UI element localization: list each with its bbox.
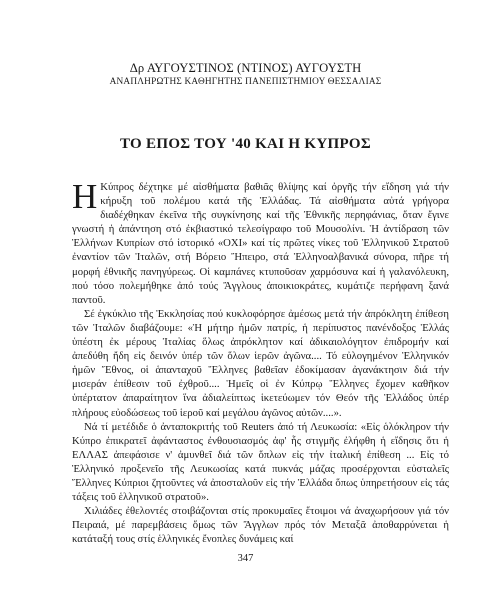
paragraph — [72, 177, 449, 307]
drop-cap: Η — [72, 177, 98, 216]
paragraph: Σέ ἐγκύκλιο τῆς Ἐκκλησίας πού κυκλοφόρησε ἀμέσως μετά τήν ἀπρόκλητη ἐπίθεση τῶν Ἰταλῶν διαβάζουμε: «Ἡ μήτηρ ἡμῶν πατρίς, ἡ περίπυστος πανένδοξος Ἑλλάς ὑπέστη ἐκ μέρους Ἰταλίας ὅλως ἀπρόκλητον καί ἀδικαιολόγητον ἐπιδρομήν καί ἀπεδύθη ἤδη εἰς δεινόν ὑπέρ τῶν ὅλων ἱερῶν ἀγῶνα.... Τό εὐλογημένον Ἑλληνικόν ἡμῶν Ἔθνος, οἱ ἁπανταχοῦ Ἕλληνες βαθεῖαν ἐδοκίμασαν ἀγανάκτησιν διά τήν μισεράν ἐπίθεσιν τοῦ ἐχθροῦ.... Ἡμεῖς οἱ ἐν Κύπρῳ Ἕλληνες ἔχομεν καθῆκον ὑπέρτατον ἀπαραίτητον ἵνα ἀδιαλείπτως ἱκετεύωμεν τόν Θεόν τῆς Ἑλλάδος ὑπέρ πλήρους εὐοδώσεως τοῦ ἱεροῦ καί μεγάλου ἀγῶνος αὐτῶν....». — [72, 307, 449, 419]
paragraph: Νά τί μετέδιδε ὁ ἀνταποκριτής τοῦ Reuters ἀπό τή Λευκωσία: «Εἰς ὁλόκληρον τήν Κύπρο ἐπικρατεῖ ἀφάνταστος ἐνθουσιασμός ἀφ' ἧς στιγμῆς ἐλήφθη ἡ εἴδησις ὅτι ἡ ΕΛΛΑΣ ἀπεφάσισε ν' ἀμυνθεῖ διά τῶν ὅπλων εἰς τήν ἰταλική ἐπίθεση ... Εἰς τό Ἑλληνικό προξενεῖο τῆς Λευκωσίας κατά πυκνάς μάζας προσέρχονται εὐσταλεῖς Ἕλληνες Κύπριοι ζητοῦντες νά ἀποσταλοῦν εἰς τήν Ἑλλάδα ὅπως ὑπηρετήσουν εἰς τάς τάξεις τοῦ ἑλληνικοῦ στρατοῦ». — [72, 420, 449, 504]
article-title: ΤΟ ΕΠΟΣ ΤΟΥ '40 ΚΑΙ Η ΚΥΠΡΟΣ — [120, 136, 371, 152]
page-number: 347 — [237, 553, 254, 564]
author-name: Δρ ΑΥΓΟΥΣΤΙΝΟΣ (ΝΤΙΝΟΣ) ΑΥΓΟΥΣΤΗ — [129, 61, 362, 75]
article-body — [72, 177, 449, 546]
paragraph: Χιλιάδες ἐθελοντές στοιβάζονται στίς προκυμαῖες ἕτοιμοι νά ἀναχωρήσουν γιά τόν Πειραιά, μέ παρεμβάσεις ὅμως τῶν Ἄγγλων πρός τόν Μεταξᾶ ἀποθαρρύνεται ἡ κατάταξή τους στίς ἑλληνικές ἔνοπλες δυνάμεις καί — [72, 505, 449, 546]
paragraph-text: Κύπρος δέχτηκε μέ αἰσθήματα βαθιᾶς θλίψης καί ὀργῆς τήν εἴδηση γιά τήν κήρυξη τοῦ πολέμου κατά τῆς Ἑλλάδας. Τά αἰσθήματα αὐτά γρήγορα διαδέχθηκαν ἐκεῖνα τῆς συγκίνησης καί τῆς Ἐθνικῆς περηφάνιας, ὅταν ἔγινε γνωστή ἡ ἀπάντηση στό ἐκβιαστικό τελεσίγραφο τοῦ Μουσολίνι. Ἡ ἀντίδραση τῶν Ἑλλήνων Κυπρίων στό ἱστορικό «ΟΧΙ» καί τίς πρῶτες νίκες τοῦ Ἑλληνικοῦ Στρατοῦ ἐναντίον τῶν Ἰταλῶν, στή Βόρειο Ἤπειρο, στά Ἑλληνοαλβανικά σύνορα, πῆρε τή μορφή ἐθνικῆς πανηγύρεως. Οἱ καμπάνες κτυποῦσαν χαρμόσυνα καί ἡ γαλανόλευκη, πού τόσο πολεμήθηκε ἀπό τούς Ἄγγλους ἀποικιοκράτες, κυμάτιζε περήφανη ξανά παντοῦ. — [72, 181, 449, 306]
author-affiliation: ΑΝΑΠΛΗΡΩΤΗΣ ΚΑΘΗΓΗΤΗΣ ΠΑΝΕΠΙΣΤΗΜΙΟΥ ΘΕΣΣΑΛΙΑΣ — [109, 77, 382, 87]
